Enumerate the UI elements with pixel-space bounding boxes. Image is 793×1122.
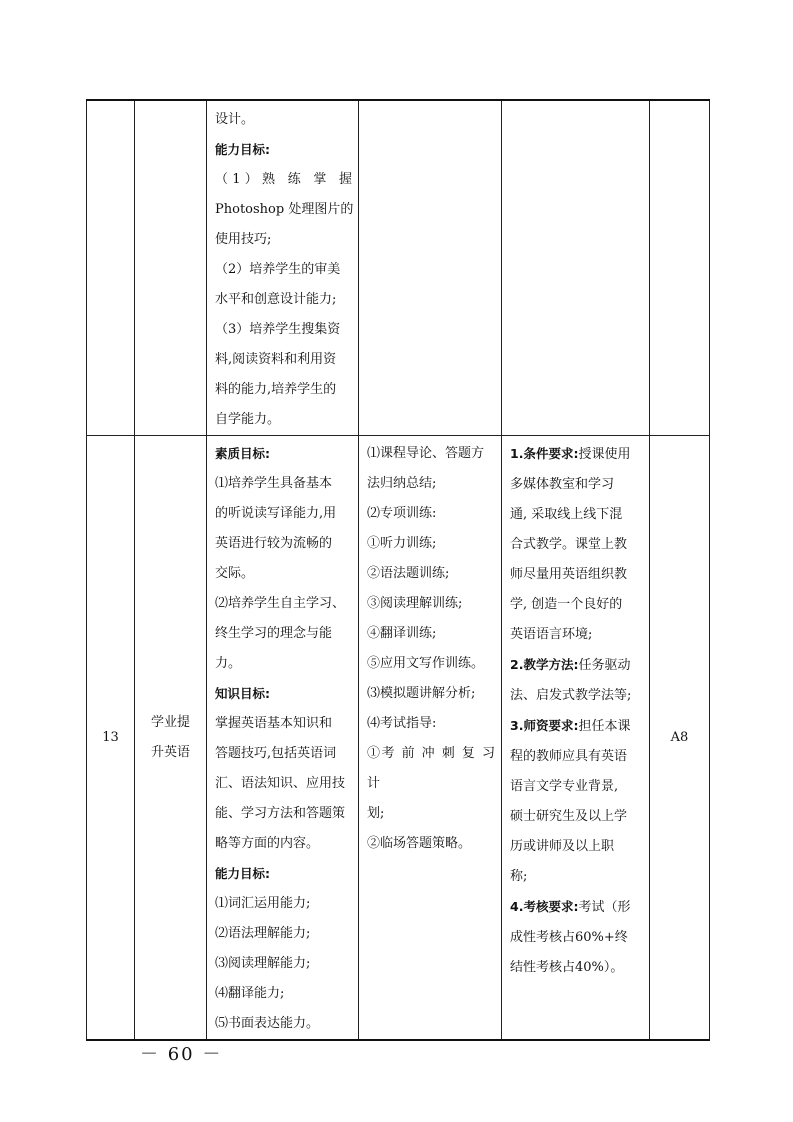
text-line: ⑸书面表达能力。: [215, 1016, 320, 1031]
cell-content: [359, 100, 502, 436]
cell-code: [650, 436, 710, 1041]
text-line: ⑵培养学生自主学习、: [215, 596, 346, 611]
section-heading: 素质目标:: [215, 446, 270, 461]
text-line: 料,阅读资料和利用资: [215, 352, 337, 367]
requirement-label: 1.条件要求:: [510, 446, 579, 461]
text-line: 通, 采取线上线下混: [510, 507, 623, 522]
requirement-item: [510, 892, 643, 923]
table-row-13: [87, 436, 710, 1041]
cell-goals: [207, 436, 359, 1041]
text-line: ③阅读理解训练;: [367, 596, 463, 611]
text-line: 合式教学。课堂上教: [510, 537, 628, 552]
cell-course-name: [135, 100, 207, 436]
requirement-item: [510, 439, 643, 470]
cell-number: [87, 100, 135, 436]
text-line: 程的教师应具有英语: [510, 749, 628, 764]
text-line: 划;: [367, 806, 385, 821]
text-line: 多媒体教室和学习: [510, 477, 615, 492]
text-line: 使用技巧;: [215, 232, 272, 247]
cell-requirements: [502, 100, 650, 436]
requirement-label: 3.师资要求:: [510, 718, 579, 733]
text-line: 历或讲师及以上职: [510, 839, 615, 854]
text-line: ⑴培养学生具备基本: [215, 476, 333, 491]
text-line: ⑴课程导论、答题方: [367, 446, 485, 461]
requirement-text: 授课使用: [578, 447, 631, 462]
text-line: ⑵专项训练:: [367, 506, 437, 521]
table-row-continuation: [87, 100, 710, 436]
cell-content: [359, 436, 502, 1041]
text-line: 料的能力,培养学生的: [215, 382, 337, 397]
text-line: 法归纳总结;: [367, 476, 437, 491]
goals-list: [207, 101, 358, 435]
requirements-list: [502, 436, 649, 983]
text-line: 英语进行较为流畅的: [215, 536, 333, 551]
text-line: 能、学习方法和答题策: [215, 806, 346, 821]
course-name-line: 学业提: [150, 714, 190, 730]
requirement-text: 担任本课: [578, 719, 631, 734]
course-table: [86, 99, 710, 1041]
text-line: 法、启发式教学法等;: [510, 688, 632, 703]
text-line: 交际。: [215, 566, 255, 581]
text-line: 自学能力。: [215, 412, 281, 427]
text-line: 的听说读写译能力,用: [215, 506, 337, 521]
text-line: 汇、语法知识、应用技: [215, 776, 346, 791]
course-code: A8: [670, 729, 689, 745]
cell-number: [87, 436, 135, 1041]
cell-code: [650, 100, 710, 436]
text-line: ①考 前 冲 刺 复 习 计: [367, 746, 495, 791]
text-line: ⑶阅读理解能力;: [215, 956, 311, 971]
text-line: ⑵语法理解能力;: [215, 926, 311, 941]
requirement-text: 任务驱动: [578, 658, 631, 673]
text-line: ⑤应用文写作训练。: [367, 656, 485, 671]
course-name: [135, 708, 206, 768]
text-line: （3）培养学生搜集资: [215, 322, 341, 337]
text-line: （1）熟 练 掌 握: [215, 172, 352, 187]
course-name-line: 升英语: [150, 744, 190, 760]
requirement-label: 2.教学方法:: [510, 657, 579, 672]
text-line: 结性考核占40%）。: [510, 960, 624, 975]
text-line: 师尽量用英语组织教: [510, 567, 628, 582]
section-heading: 能力目标:: [215, 142, 270, 157]
content-list: [359, 436, 501, 859]
text-line: ⑷考试指导:: [367, 716, 437, 731]
text-line: 英语语言环境;: [510, 627, 593, 642]
cell-requirements: [502, 436, 650, 1041]
text-line: 硕士研究生及以上学: [510, 809, 628, 824]
text-line: 学, 创造一个良好的: [510, 597, 623, 612]
text-line: ④翻译训练;: [367, 626, 437, 641]
text-line: 设计。: [215, 112, 255, 127]
text-line: ②临场答题策略。: [367, 836, 472, 851]
text-line: ②语法题训练;: [367, 566, 450, 581]
text-line: 掌握英语基本知识和: [215, 716, 333, 731]
section-heading: 知识目标:: [215, 686, 270, 701]
goals-list: [207, 436, 358, 1039]
section-heading: 能力目标:: [215, 866, 270, 881]
text-line: ⑶模拟题讲解分析;: [367, 686, 476, 701]
text-line: ⑴词汇运用能力;: [215, 896, 311, 911]
text-line: 成性考核占60%+终: [510, 930, 628, 945]
text-line: 称;: [510, 869, 528, 884]
text-line: 略等方面的内容。: [215, 836, 320, 851]
text-line: Photoshop 处理图片的: [215, 202, 354, 217]
cell-goals: [207, 100, 359, 436]
requirement-text: 考试（形: [578, 900, 631, 915]
text-line: 答题技巧,包括英语词: [215, 746, 337, 761]
page-number: － 60 －: [140, 1044, 223, 1065]
row-number: 13: [102, 729, 119, 745]
text-line: ⑷翻译能力;: [215, 986, 285, 1001]
text-line: 终生学习的理念与能: [215, 626, 333, 641]
requirement-item: [510, 650, 643, 681]
text-line: （2）培养学生的审美: [215, 262, 341, 277]
requirement-label: 4.考核要求:: [510, 899, 579, 914]
text-line: 水平和创意设计能力;: [215, 292, 337, 307]
text-line: ①听力训练;: [367, 536, 437, 551]
cell-course-name: [135, 436, 207, 1041]
requirement-item: [510, 711, 643, 742]
text-line: 力。: [215, 656, 242, 671]
text-line: 语言文学专业背景,: [510, 779, 619, 794]
